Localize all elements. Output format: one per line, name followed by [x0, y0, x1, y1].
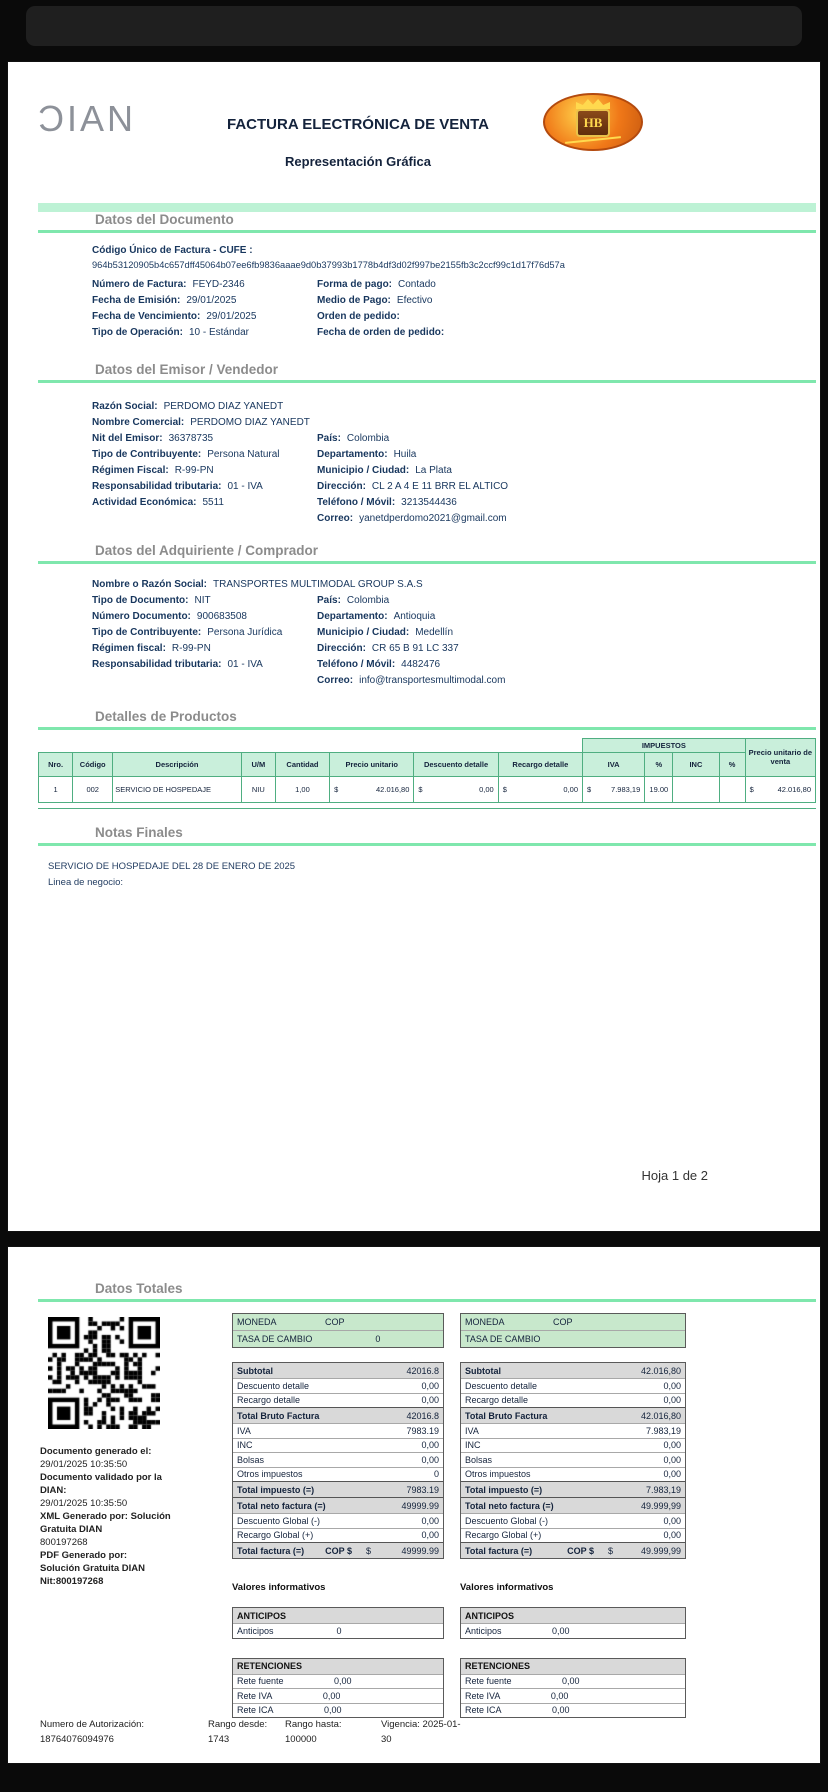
doc-left-column	[92, 276, 317, 340]
field-row: Dirección: CR 65 B 91 LC 337	[317, 642, 459, 654]
field-row: Nombre o Razón Social: TRANSPORTES MULTIMODAL GROUP S.A.S	[92, 578, 423, 590]
field-row: Número Documento: 900683508	[92, 610, 247, 622]
retencion-row: Rete fuente 0,00	[233, 1674, 443, 1689]
field-row: Forma de pago: Contado	[317, 278, 436, 290]
total-row: Total Bruto Factura 42.016,80	[461, 1407, 685, 1423]
total-row: Otros impuestos 0,00	[461, 1467, 685, 1482]
totals-table	[232, 1362, 444, 1559]
total-row: Descuento Global (-) 0,00	[233, 1513, 443, 1528]
section-heading: Notas Finales	[95, 825, 183, 840]
field-row: Orden de pedido:	[317, 310, 400, 322]
field-row: Nombre Comercial: PERDOMO DIAZ YANEDT	[92, 416, 310, 428]
document-subtitle: Representación Gráfica	[285, 154, 431, 169]
col-codigo: Código	[73, 753, 113, 777]
retencion-row: Rete IVA 0,00	[461, 1688, 685, 1703]
total-row: Recargo Global (+) 0,00	[461, 1528, 685, 1543]
notas-finales	[48, 859, 295, 891]
field-row: Correo: yanetdperdomo2021@gmail.com	[317, 512, 507, 524]
total-row: INC 0,00	[233, 1438, 443, 1453]
field-row: Fecha de Vencimiento: 29/01/2025	[92, 310, 257, 322]
field-row: Fecha de Emisión: 29/01/2025	[92, 294, 237, 306]
field-row: Teléfono / Móvil: 3213544436	[317, 496, 457, 508]
header-divider-band	[38, 203, 816, 212]
adq-right-column	[317, 592, 816, 688]
total-row: Total impuesto (=) 7.983,19	[461, 1481, 685, 1497]
field-row: Tipo de Contribuyente: Persona Natural	[92, 448, 280, 460]
logo-swoosh	[565, 136, 621, 144]
field-row: Razón Social: PERDOMO DIAZ YANEDT	[92, 400, 284, 412]
anticipo-row: Anticipos 0,00	[461, 1623, 685, 1638]
anticipo-row: Anticipos 0	[233, 1623, 443, 1638]
total-row: Subtotal 42.016,80	[461, 1363, 685, 1378]
products-table	[38, 738, 816, 803]
anticipos-table	[460, 1607, 686, 1639]
col-cantidad: Cantidad	[275, 753, 329, 777]
page-number: Hoja 1 de 2	[641, 1168, 708, 1183]
info-line: 800197268	[40, 1537, 88, 1548]
totals-column-left	[232, 1313, 444, 1718]
col-um: U/M	[241, 753, 275, 777]
company-logo-monogram: HB	[576, 109, 610, 137]
field-row: Tipo de Contribuyente: Persona Jurídica	[92, 626, 283, 638]
total-row: Bolsas 0,00	[461, 1452, 685, 1467]
field-row: Actividad Económica: 5511	[92, 496, 224, 508]
valores-informativos-label: Valores informativos	[232, 1582, 326, 1593]
company-logo	[543, 93, 643, 151]
retencion-row: Rete ICA 0,00	[233, 1703, 443, 1718]
product-row: 1 002 SERVICIO DE HOSPEDAJE NIU 1,00 $ 42.016,80 $ 0,00 $ 0,00 $ 7.983,19 19.00 $ 42.016,80	[39, 777, 816, 803]
col-inc: INC	[673, 753, 719, 777]
adq-left-column	[92, 592, 317, 688]
field-row: Tipo de Documento: NIT	[92, 594, 211, 606]
section-heading: Datos del Emisor / Vendedor	[95, 362, 279, 377]
moneda-table	[232, 1313, 444, 1348]
col-nro: Nro.	[39, 753, 73, 777]
total-row: Total Bruto Factura 42016.8	[233, 1407, 443, 1423]
browser-chrome	[26, 6, 802, 46]
moneda-row: TASA DE CAMBIO	[461, 1330, 685, 1347]
info-line: Solución Gratuita DIAN	[40, 1563, 146, 1574]
field-row: Correo: info@transportesmultimodal.com	[317, 674, 506, 686]
section-heading: Datos del Documento	[95, 212, 234, 227]
cufe-value: 964b53120905b4c657dff45064b07ee6fb9836aaae9d0b37993b1778b4df3d02f997be2155fb3c2ccf99c1d17f76d57a	[92, 260, 565, 270]
field-row: País: Colombia	[317, 432, 390, 444]
cufe-label: Código Único de Factura - CUFE :	[92, 245, 253, 256]
section-emisor	[38, 362, 816, 383]
emisor-right-column	[317, 430, 816, 526]
crown-icon	[576, 99, 610, 109]
invoice-page-1	[8, 62, 820, 1231]
moneda-row: TASA DE CAMBIO 0	[233, 1330, 443, 1347]
total-row: Bolsas 0,00	[233, 1452, 443, 1467]
totals-table	[460, 1362, 686, 1559]
col-iva-pct: %	[645, 753, 673, 777]
section-heading: Detalles de Productos	[95, 709, 237, 724]
info-line: Documento validado por la	[40, 1472, 162, 1483]
emisor-fields	[92, 398, 816, 526]
total-row: Total impuesto (=) 7983.19	[233, 1481, 443, 1497]
retenciones-table	[460, 1658, 686, 1719]
col-precio-unitario: Precio unitario	[330, 753, 414, 777]
total-row: Otros impuestos 0	[233, 1467, 443, 1482]
info-line: XML Generado por: Solución	[40, 1511, 171, 1522]
info-line: DIAN:	[40, 1485, 67, 1496]
field-row: Tipo de Operación: 10 - Estándar	[92, 326, 249, 338]
col-inc-pct: %	[719, 753, 745, 777]
nota-line: SERVICIO DE HOSPEDAJE DEL 28 DE ENERO DE 2025	[48, 861, 296, 872]
total-row: Descuento detalle 0,00	[233, 1378, 443, 1393]
authorization-item: Vigencia: 2025-01- 30	[381, 1719, 461, 1745]
section-heading: Datos Totales	[95, 1281, 183, 1296]
field-row: Teléfono / Móvil: 4482476	[317, 658, 441, 670]
total-row: Recargo detalle 0,00	[461, 1393, 685, 1408]
total-row: Subtotal 42016.8	[233, 1363, 443, 1378]
section-datos-totales	[38, 1281, 816, 1302]
total-row: IVA 7983.19	[233, 1423, 443, 1438]
retenciones-table	[232, 1658, 444, 1719]
field-row: Nit del Emisor: 36378735	[92, 432, 214, 444]
total-row: Total factura (=) COP $ $ 49999.99	[233, 1542, 443, 1558]
total-row: Recargo Global (+) 0,00	[233, 1528, 443, 1543]
total-row: Descuento detalle 0,00	[461, 1378, 685, 1393]
datos-documento-fields	[92, 245, 816, 340]
info-line: PDF Generado por:	[40, 1550, 128, 1561]
products-header-row	[39, 753, 816, 777]
document-title: FACTURA ELECTRÓNICA DE VENTA	[227, 116, 489, 133]
section-adquiriente	[38, 543, 816, 564]
info-line: 29/01/2025 10:35:50	[40, 1498, 128, 1509]
moneda-table	[460, 1313, 686, 1348]
total-row: Descuento Global (-) 0,00	[461, 1513, 685, 1528]
section-productos	[38, 709, 816, 730]
valores-informativos-label: Valores informativos	[460, 1582, 554, 1593]
col-recargo: Recargo detalle	[498, 753, 582, 777]
moneda-row: MONEDA COP	[461, 1314, 685, 1330]
retenciones-header: RETENCIONES	[233, 1659, 443, 1674]
total-row: IVA 7.983,19	[461, 1423, 685, 1438]
field-row: Responsabilidad tributaria: 01 - IVA	[92, 480, 263, 492]
authorization-item: Numero de Autorización: 18764076094976	[40, 1719, 145, 1745]
col-descuento: Descuento detalle	[414, 753, 498, 777]
moneda-row: MONEDA COP	[233, 1314, 443, 1330]
total-row: Total factura (=) COP $ $ 49.999,99	[461, 1542, 685, 1558]
total-row: Recargo detalle 0,00	[233, 1393, 443, 1408]
total-row: Total neto factura (=) 49.999,99	[461, 1497, 685, 1513]
anticipos-table	[232, 1607, 444, 1639]
authorization-footer	[40, 1717, 461, 1747]
dian-logo: ƆIAN	[38, 98, 137, 139]
emisor-left-column	[92, 398, 317, 526]
field-row: Número de Factura: FEYD-2346	[92, 278, 245, 290]
info-line: 29/01/2025 10:35:50	[40, 1459, 128, 1470]
anticipos-header: ANTICIPOS	[461, 1608, 685, 1623]
retenciones-header: RETENCIONES	[461, 1659, 685, 1674]
col-precio-unitario-venta: Precio unitario de venta	[745, 739, 815, 777]
authorization-item: Rango hasta: 100000	[285, 1719, 342, 1745]
impuestos-header: IMPUESTOS	[583, 739, 746, 753]
field-row: Régimen Fiscal: R-99-PN	[92, 464, 214, 476]
retencion-row: Rete fuente 0,00	[461, 1674, 685, 1689]
field-row: Departamento: Antioquia	[317, 610, 436, 622]
invoice-page-2	[8, 1247, 820, 1763]
field-row: Responsabilidad tributaria: 01 - IVA	[92, 658, 263, 670]
authorization-item: Rango desde: 1743	[208, 1719, 268, 1745]
section-datos-documento	[38, 212, 816, 233]
total-row: Total neto factura (=) 49999.99	[233, 1497, 443, 1513]
retencion-row: Rete IVA 0,00	[233, 1688, 443, 1703]
nota-line: Linea de negocio:	[48, 877, 124, 888]
col-descripcion: Descripción	[113, 753, 241, 777]
field-row: Dirección: CL 2 A 4 E 11 BRR EL ALTICO	[317, 480, 509, 492]
qr-code	[48, 1317, 160, 1429]
section-notas	[38, 825, 816, 846]
field-row: Medio de Pago: Efectivo	[317, 294, 433, 306]
col-iva: IVA	[583, 753, 645, 777]
field-row: Régimen fiscal: R-99-PN	[92, 642, 211, 654]
field-row: Municipio / Ciudad: La Plata	[317, 464, 452, 476]
generation-info	[40, 1445, 216, 1588]
totals-column-right	[460, 1313, 686, 1718]
field-row: Departamento: Huila	[317, 448, 417, 460]
field-row: Municipio / Ciudad: Medellín	[317, 626, 454, 638]
field-row: Fecha de orden de pedido:	[317, 326, 445, 338]
table-bottom-line	[38, 808, 816, 809]
doc-right-column	[317, 276, 816, 340]
field-row: País: Colombia	[317, 594, 390, 606]
adquiriente-fields	[92, 576, 816, 688]
info-line: Nit:800197268	[40, 1576, 104, 1587]
info-line: Gratuita DIAN	[40, 1524, 103, 1535]
impuestos-group-row	[39, 739, 816, 753]
section-heading: Datos del Adquiriente / Comprador	[95, 543, 319, 558]
info-line: Documento generado el:	[40, 1446, 152, 1457]
anticipos-header: ANTICIPOS	[233, 1608, 443, 1623]
total-row: INC 0,00	[461, 1438, 685, 1453]
retencion-row: Rete ICA 0,00	[461, 1703, 685, 1718]
